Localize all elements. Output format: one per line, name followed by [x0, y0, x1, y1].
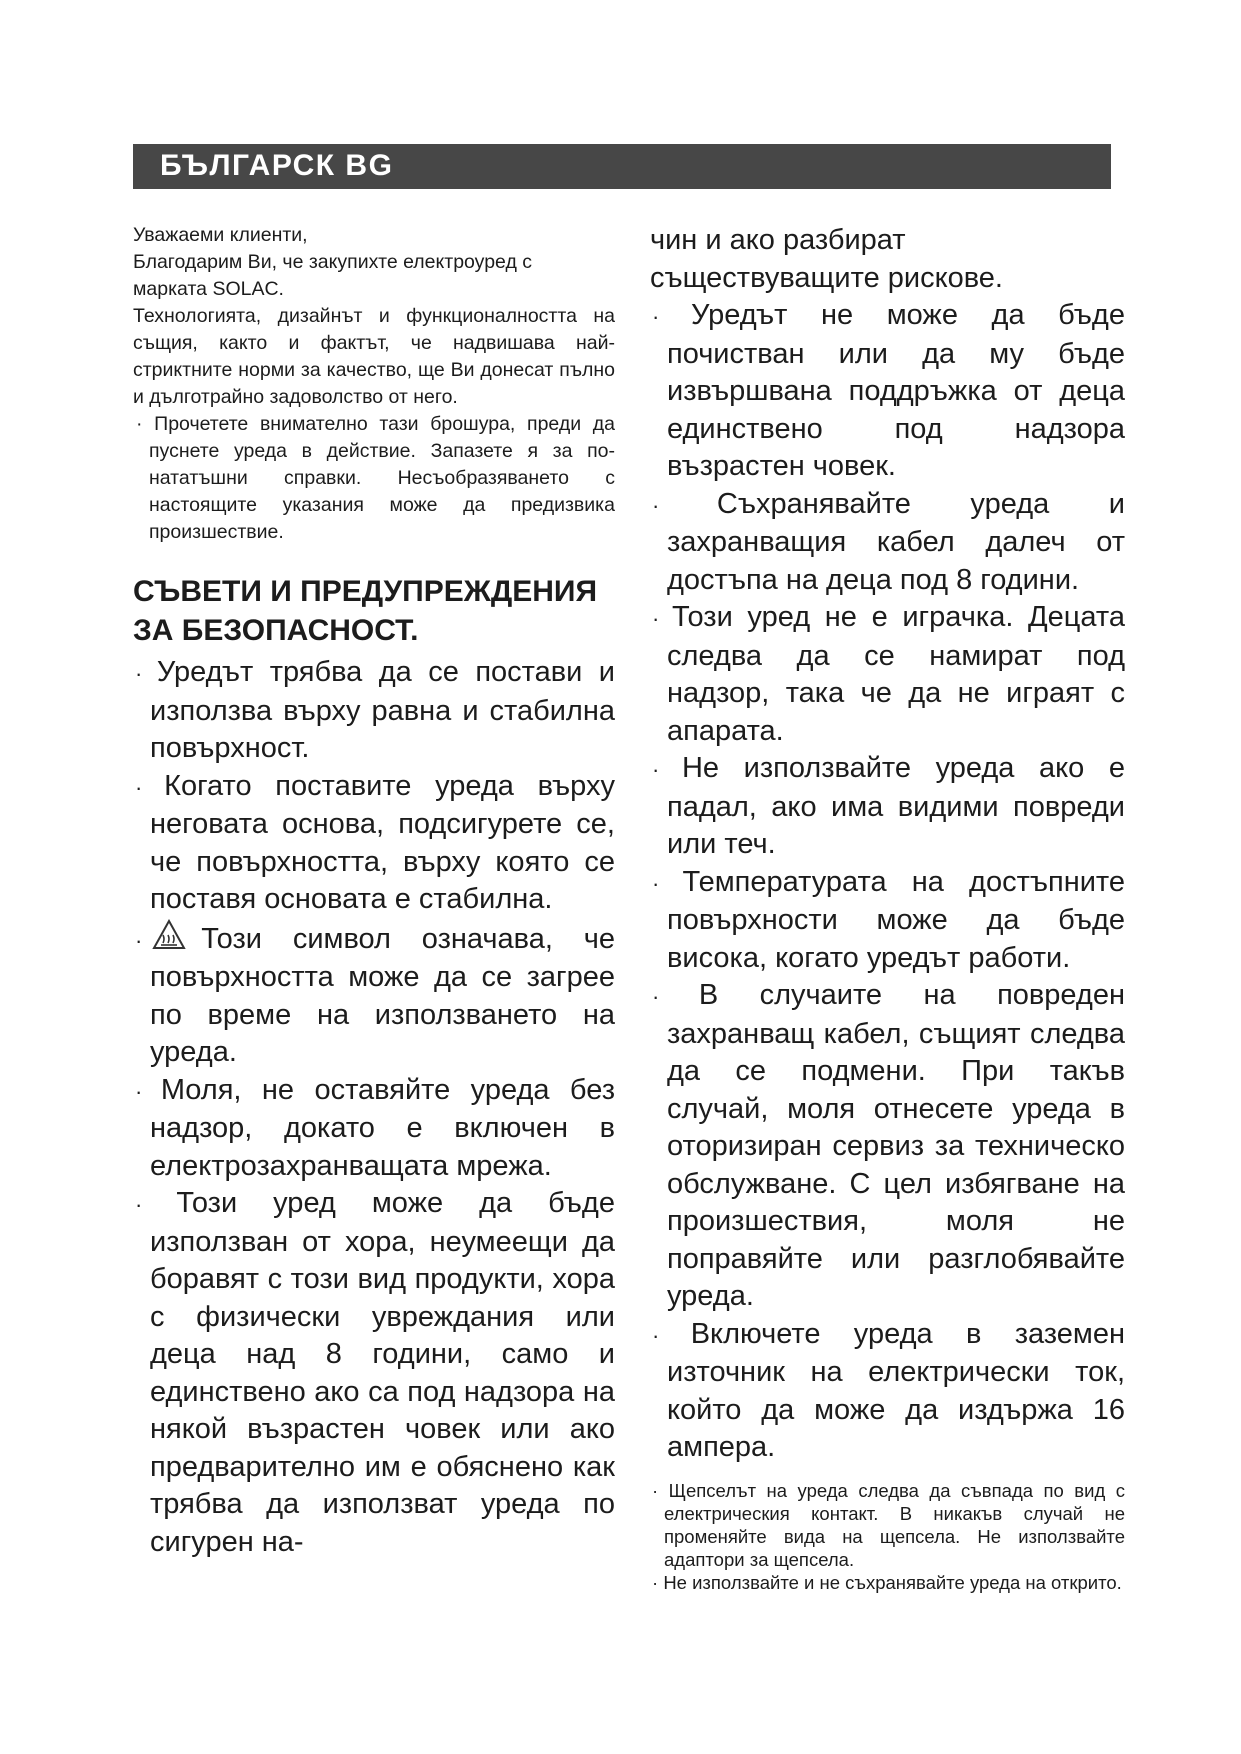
- safety-item-hot-surface: [133, 919, 615, 1072]
- safety-item-text: Този символ означава, че повърхността може да се загрее по време на използването на уреда.: [150, 922, 615, 1068]
- safety-title: СЪВЕТИ И ПРЕДУПРЕЖДЕНИЯ ЗА БЕЗОПАСНОСТ.: [133, 575, 598, 647]
- safety-item: · Уредът не може да бъде почистван или да му бъде извършвана поддръжка от деца единствено под надзора възрастен човек.: [650, 297, 1125, 486]
- hot-surface-warning-icon: [167, 919, 201, 951]
- safety-item: · Този уред може да бъде използван от хора, неумеещи да боравят с този вид продукти, хора с физически увреждания или деца над 8 години, само и единствено ако са под надзора на някой възрастен човек или ако предварително им е обяснено как трябва да използват уреда по сигурен на-: [133, 1185, 615, 1561]
- language-header-title: БЪЛГАРСК BG: [160, 149, 394, 182]
- safety-item: · Моля, не оставяйте уреда без надзор, докато е включен в електрозахранващата мрежа.: [133, 1072, 615, 1186]
- safety-item-small: · Не използвайте и не съхранявайте уреда на открито.: [650, 1571, 1125, 1594]
- safety-item-small: · Щепселът на уреда следва да съвпада по вид с електрическия контакт. В никакъв случай не променяйте вида на щепсела. Не използвайте адаптори за щепсела.: [650, 1479, 1125, 1571]
- intro-quality: Технологията, дизайнът и функционалността на същия, както и фактът, че надвишава най-стриктните норми за качество, ще Ви донесат пълно и дълготрайно задоволство от него.: [133, 305, 615, 408]
- safety-item: · Този уред не е играчка. Децата следва да се намират под надзор, така че да не играят с апарата.: [650, 599, 1125, 750]
- safety-item: · Включете уреда в заземен източник на електрически ток, който да може да издържа 16 ампера.: [650, 1316, 1125, 1467]
- right-column: [650, 222, 1125, 1594]
- safety-item-continuation: чин и ако разбират съществуващите рискове.: [650, 224, 1003, 294]
- intro-greeting: Уважаеми клиенти,: [133, 224, 308, 246]
- safety-list-right: [650, 297, 1125, 1467]
- safety-item: · Съхранявайте уреда и захранващия кабел далеч от достъпа на деца под 8 години.: [650, 486, 1125, 600]
- safety-item: · Уредът трябва да се постави и използва върху равна и стабилна повърхност.: [133, 654, 615, 768]
- language-header-bar: [133, 144, 1111, 189]
- safety-item: · Когато поставите уреда върху неговата основа, подсигурете се, че повърхността, върху която се поставя основата е стабилна.: [133, 768, 615, 919]
- safety-item: · Не използвайте уреда ако е падал, ако има видими повреди или теч.: [650, 750, 1125, 864]
- intro-thanks: Благодарим Ви, че закупихте електроуред с марката SOLAC.: [133, 251, 532, 300]
- safety-item: · Температурата на достъпните повърхности може да бъде висока, когато уредът работи.: [650, 864, 1125, 978]
- safety-list-left: [133, 654, 615, 1561]
- read-notice: · Прочетете внимателно тази брошура, преди да пуснете уреда в действие. Запазете я за по-нататъшни справки. Несъобразяването с настоящите указания може да предизвика произшествие.: [133, 411, 615, 546]
- left-column: [133, 222, 615, 1561]
- safety-list-small: [650, 1479, 1125, 1594]
- safety-item: · В случаите на повреден захранващ кабел, същият следва да се подмени. При такъв случай, моля отнесете уреда в оторизиран сервиз за техническо обслужване. С цел избягване на произшествия, моля не поправяйте или разглобявайте уреда.: [650, 977, 1125, 1316]
